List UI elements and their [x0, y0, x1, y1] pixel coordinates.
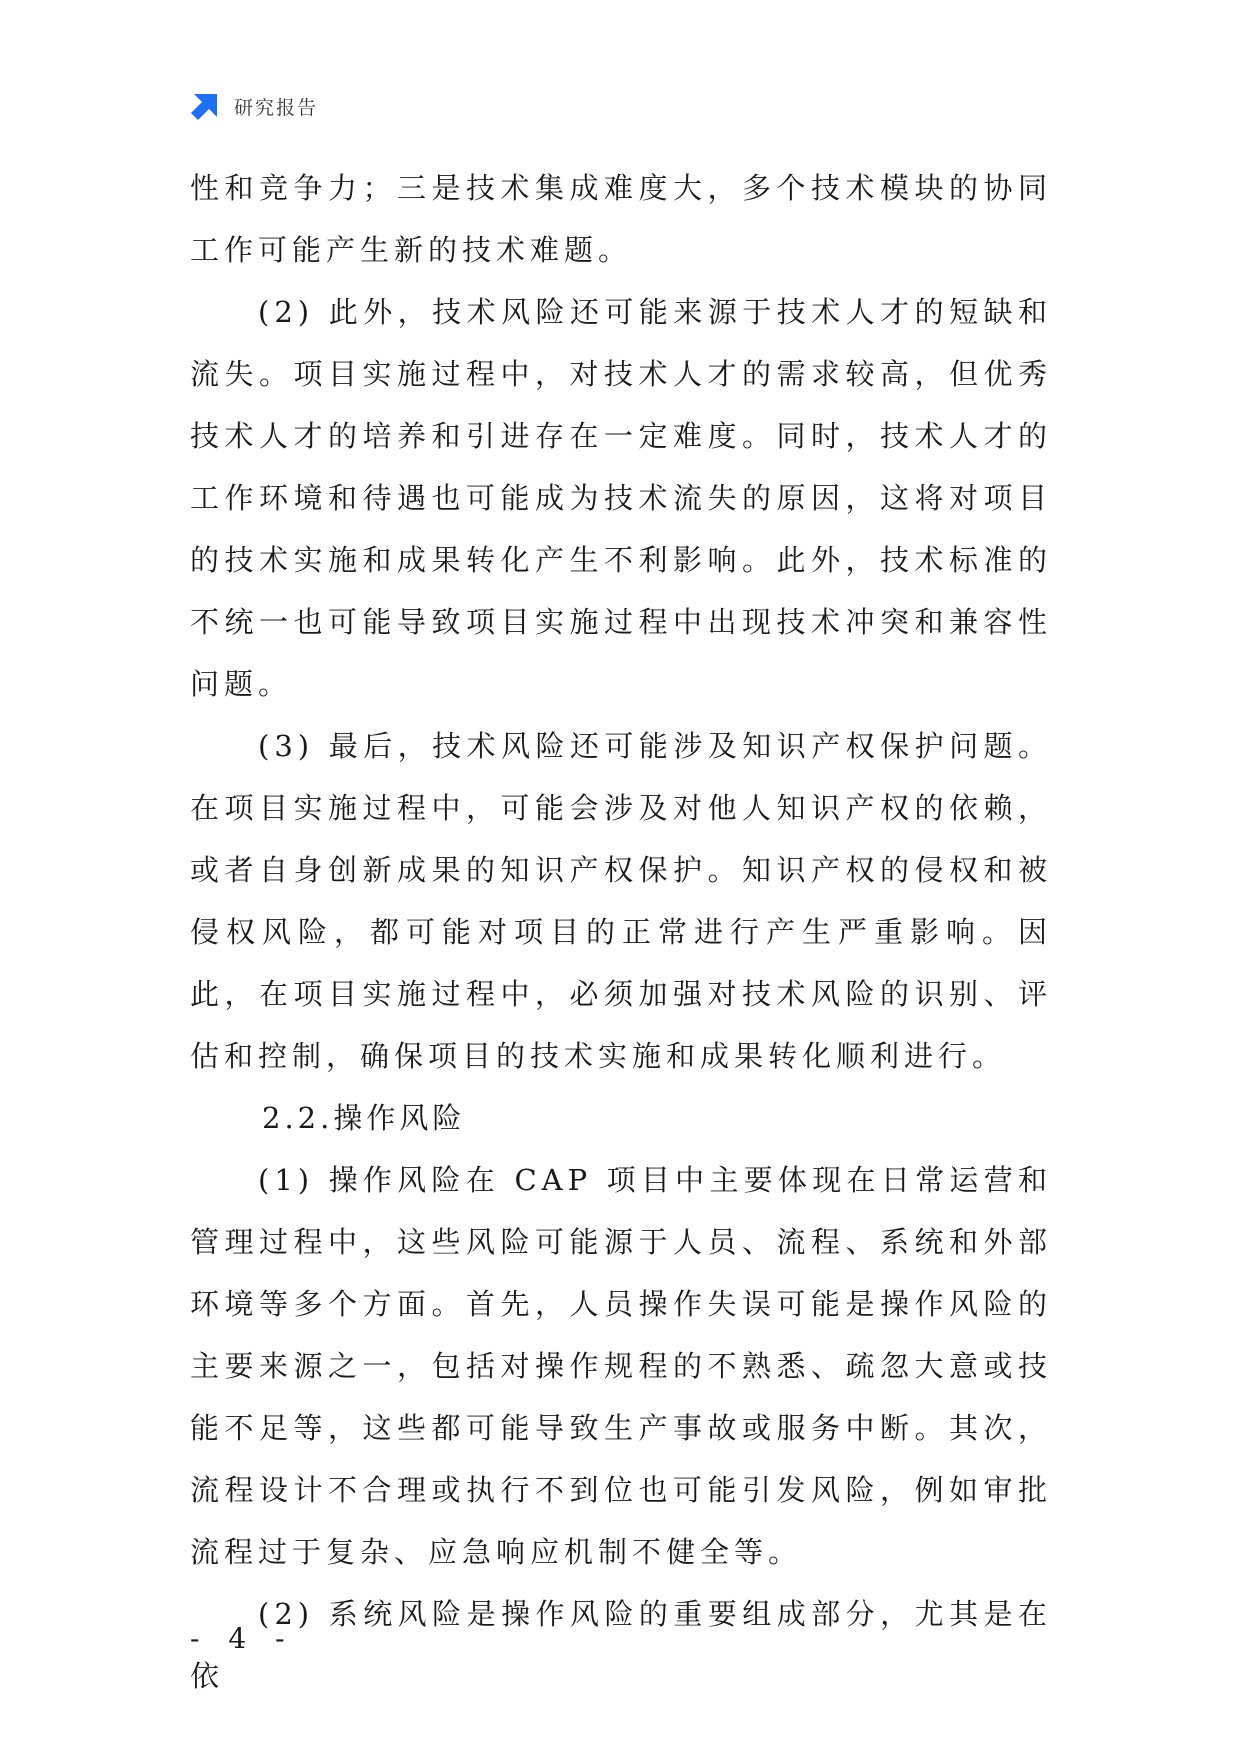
paragraph-operational-risk: (1) 操作风险在 CAP 项目中主要体现在日常运营和管理过程中，这些风险可能源于人员、流程、系统和外部环境等多个方面。首先，人员操作失误可能是操作风险的主要来源之一，包括对操作规程的不熟悉、疏忽大意或技能不足等，这些都可能导致生产事故或服务中断。其次，流程设计不合理或执行不到位也可能引发风险，例如审批流程过于复杂、应急响应机制不健全等。	[190, 1163, 1052, 1569]
paragraph-tech-talent-risk: (2) 此外，技术风险还可能来源于技术人才的短缺和流失。项目实施过程中，对技术人才的需求较高，但优秀技术人才的培养和引进存在一定难度。同时，技术人才的工作环境和待遇也可能成为技术流失的原因，这将对项目的技术实施和成果转化产生不利影响。此外，技术标准的不统一也可能导致项目实施过程中出现技术冲突和兼容性问题。	[190, 295, 1052, 701]
header-title: 研究报告	[234, 96, 319, 119]
page-number: - 4 -	[190, 1622, 295, 1655]
arrow-up-right-icon	[190, 91, 220, 121]
paragraph-system-risk: (2) 系统风险是操作风险的重要组成部分，尤其是在依	[190, 1597, 1052, 1693]
document-body	[190, 157, 1052, 1707]
paragraph-continuation: 性和竞争力；三是技术集成难度大，多个技术模块的协同工作可能产生新的技术难题。	[190, 171, 1052, 267]
paragraph-ip-risk: (3) 最后，技术风险还可能涉及知识产权保护问题。在项目实施过程中，可能会涉及对他人知识产权的依赖，或者自身创新成果的知识产权保护。知识产权的侵权和被侵权风险，都可能对项目的正常进行产生严重影响。因此，在项目实施过程中，必须加强对技术风险的识别、评估和控制，确保项目的技术实施和成果转化顺利进行。	[190, 729, 1052, 1073]
section-heading: 2.2.操作风险	[262, 1101, 466, 1135]
page-header	[190, 88, 318, 124]
